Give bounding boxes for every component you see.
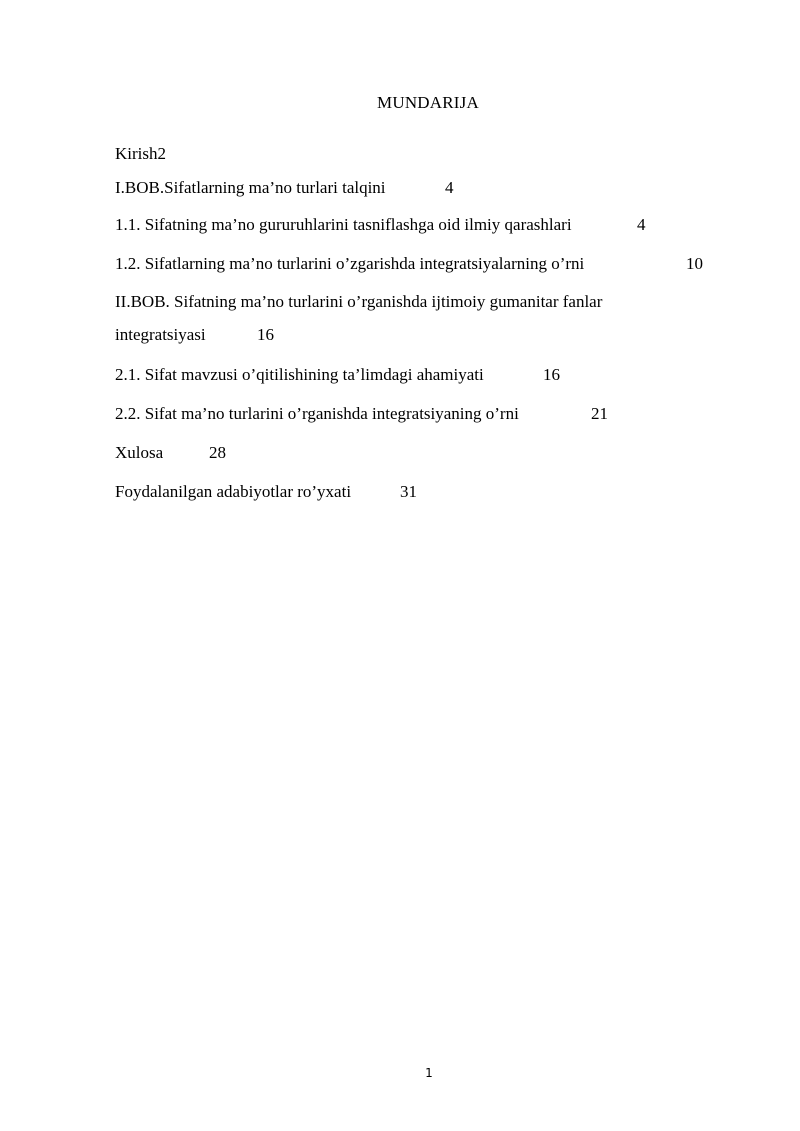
toc-entry-label: 1.2. Sifatlarning ma’no turlarini o’zgarishda integratsiyalarning o’rni <box>115 254 585 273</box>
toc-entry-label: 2.2. Sifat ma’no turlarini o’rganishda integratsiyaning o’rni <box>115 404 519 423</box>
toc-entry-label: integratsiyasi <box>115 325 206 344</box>
toc-entry-page: 28 <box>209 443 226 462</box>
page-number: 1 <box>425 1066 433 1080</box>
toc-entry-page: 31 <box>400 482 417 501</box>
toc-title: MUNDARIJA <box>377 93 479 112</box>
toc-entry-label: II.BOB. Sifatning ma’no turlarini o’rganishda ijtimoiy gumanitar fanlar <box>115 292 603 311</box>
toc-entry-label: 1.1. Sifatning ma’no gururuhlarini tasniflashga oid ilmiy qarashlari <box>115 215 572 234</box>
toc-entry-page: 16 <box>257 325 274 344</box>
toc-entry-label: 2.1. Sifat mavzusi o’qitilishining ta’limdagi ahamiyati <box>115 365 484 384</box>
toc-entry-label: Foydalanilgan adabiyotlar ro’yxati <box>115 482 352 501</box>
toc-entry-label: Kirish2 <box>115 144 166 163</box>
toc-entry-page: 10 <box>686 254 703 273</box>
toc-entry-page: 21 <box>591 404 608 423</box>
toc-entry-page: 4 <box>637 215 646 234</box>
toc-entry-page: 4 <box>445 178 454 197</box>
toc-entry-label: Xulosa <box>115 443 164 462</box>
toc-entry-page: 16 <box>543 365 560 384</box>
toc-entry-label: I.BOB.Sifatlarning ma’no turlari talqini <box>115 178 386 197</box>
